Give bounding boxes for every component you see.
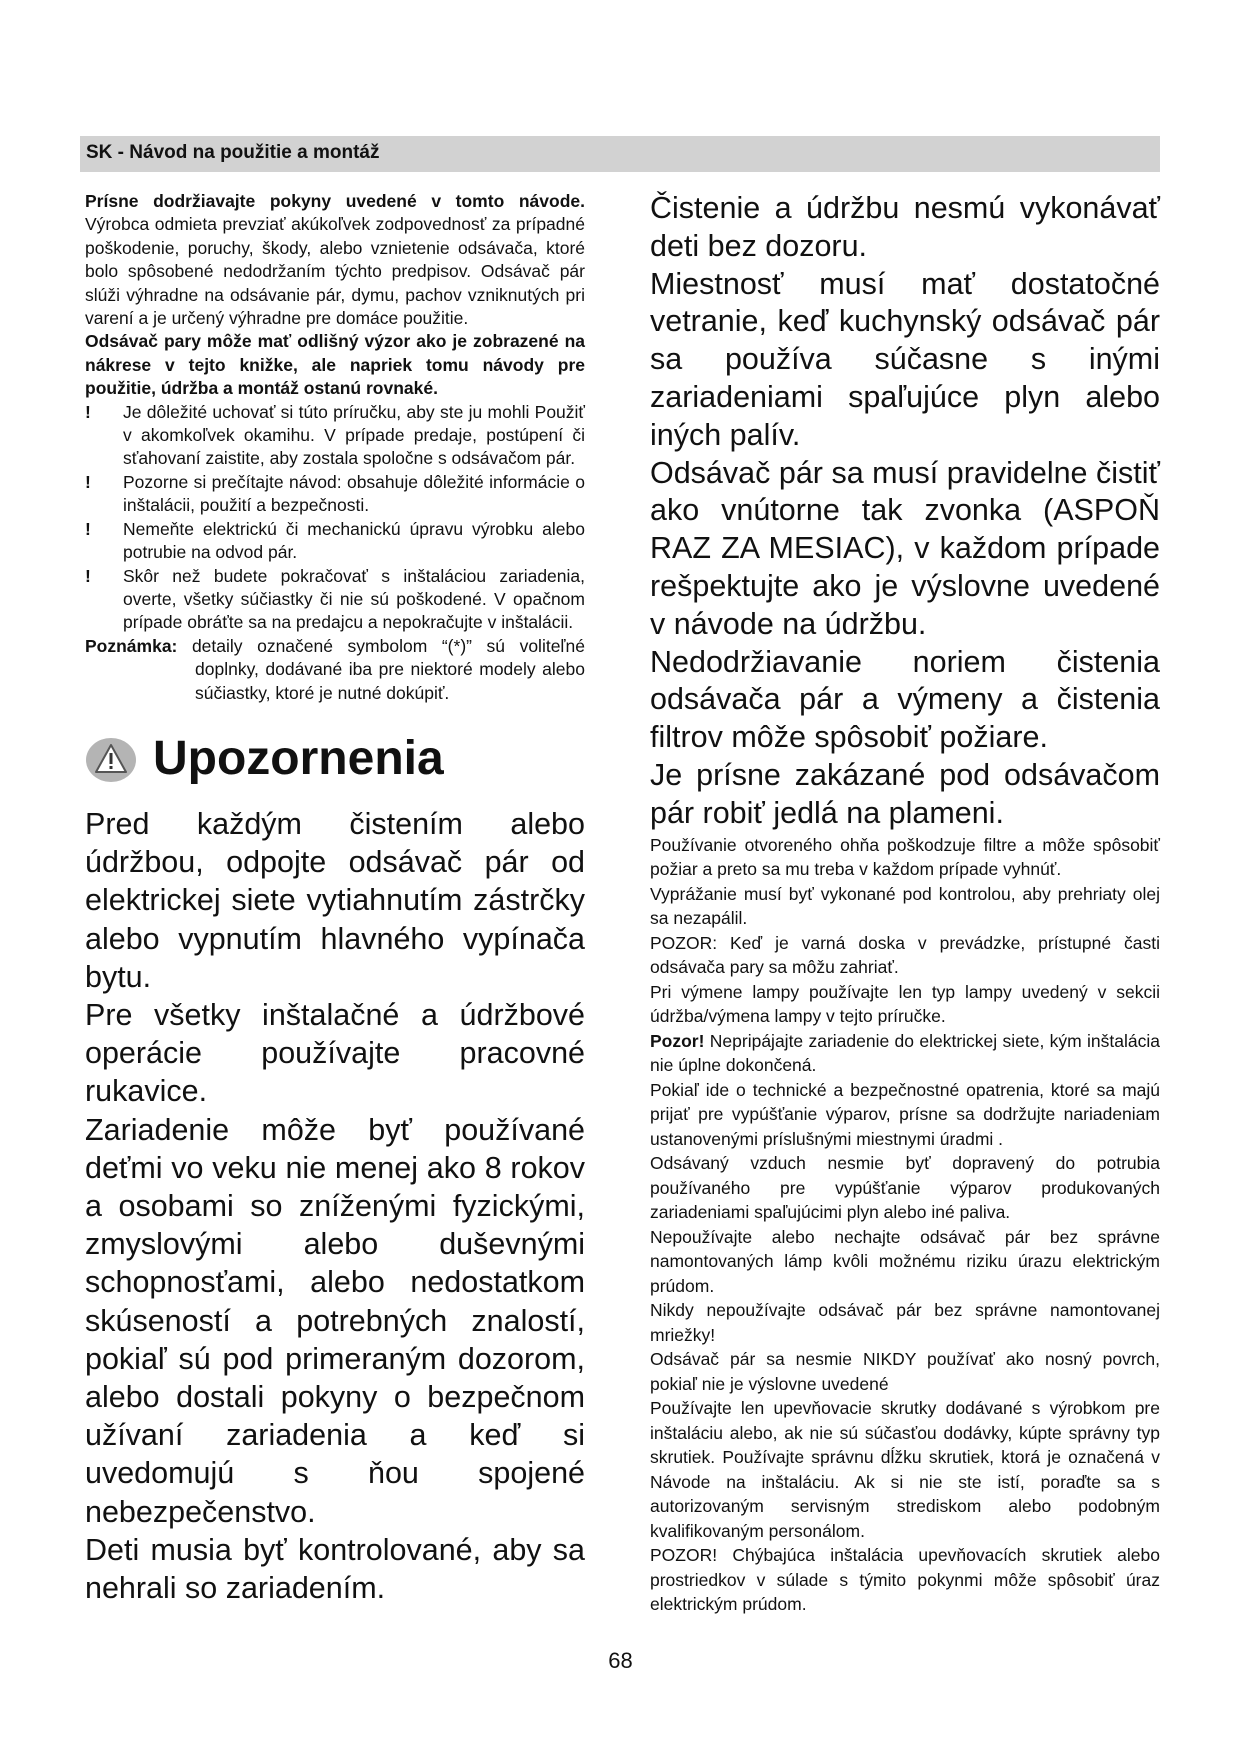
- appearance-note-text: Odsávač pary môže mať odlišný výzor ako je zobrazené na nákrese v tejto knižke, ale napriek tomu návody pre použitie, údržba a montáž ostanú rovnaké.: [85, 331, 585, 399]
- small-paragraph: Pri výmene lampy používajte len typ lampy uvedený v sekcii údržba/výmena lampy v tejto príručke.: [650, 981, 1160, 1027]
- page-number: 68: [608, 1648, 633, 1673]
- intro-text: Výrobca odmieta prevziať akúkoľvek zodpovednosť za prípadné poškodenie, poruchy, škody, alebo vznietenie odsávača, ktoré bolo spôsobené nedodržaním týchto predpisov. Odsávač pár slúži výhradne na odsávanie pár, dymu, pachov vzniknutých pri varení a je určený výhradne pre domáce použitie.: [85, 214, 585, 329]
- big-paragraph: Odsávač pár sa musí pravidelne čistiť ako vnútorne tak zvonka (ASPOŇ RAZ ZA MESIAC), v každom prípade rešpektujte ako je výslovne uvedené v návode na údržbu.: [650, 455, 1160, 641]
- small-paragraph: POZOR! Chýbajúca inštalácia upevňovacích skrutiek alebo prostriedkov v súlade s týmito pokynmi môže spôsobiť úraz elektrickým prúdom.: [650, 1545, 1160, 1615]
- big-paragraph: Miestnosť musí mať dostatočné vetranie, keď kuchynský odsávač pár sa používa súčasne s inými zariadeniami spaľujúce plyn alebo iných palív.: [650, 266, 1160, 452]
- bullet-item: [85, 401, 585, 471]
- warning-triangle-icon: [85, 737, 137, 783]
- small-paragraph: Odsávač pár sa nesmie NIKDY používať ako nosný povrch, pokiaľ nie je výslovne uvedené: [650, 1349, 1160, 1394]
- big-paragraph: Je prísne zakázané pod odsávačom pár robiť jedlá na plameni.: [650, 757, 1160, 830]
- small-paragraph: Používanie otvoreného ohňa poškodzuje filtre a môže spôsobiť požiar a preto sa mu treba v každom prípade vyhnúť.: [650, 834, 1160, 880]
- section-title: SK - Návod na použitie a montáž: [86, 142, 380, 163]
- small-paragraph: Nikdy nepoužívajte odsávač pár bez správne namontovanej mriežky!: [650, 1300, 1160, 1345]
- intro-paragraph: [85, 190, 585, 330]
- small-paragraph: Používajte len upevňovacie skrutky dodávané s výrobkom pre inštaláciu alebo, ak nie sú súčasťou dodávky, kúpte správny typ skrutiek. Používajte správnu dĺžku skrutiek, ktorá je označená v Návode na inštaláciu. Ak si nie ste istí, poraďte sa s autorizovaným servisným strediskom alebo podobným kvalifikovaným personálom.: [650, 1398, 1160, 1541]
- note-paragraph: [85, 635, 585, 705]
- bullet-text: Je dôležité uchovať si túto príručku, aby ste ju mohli Použiť v akomkoľvek okamihu. V prípade predaje, postúpení či sťahovaní zaistite, aby zostala spoločne s odsávačom pár.: [123, 401, 585, 469]
- small-paragraph: Vyprážanie musí byť vykonané pod kontrolou, aby prehriaty olej sa nezapálil.: [650, 883, 1160, 929]
- note-text: detaily označené symbolom “(*)” sú voliteľné doplnky, dodávané iba pre niektoré modely alebo súčiastky, ktoré je nutné dokúpiť.: [177, 635, 585, 703]
- bullet-text: Skôr než budete pokračovať s inštaláciou zariadenia, overte, všetky súčiastky či nie sú poškodené. V opačnom prípade obráťte sa na predajcu a nepokračujte v inštalácii.: [123, 565, 585, 633]
- right-column: [650, 190, 1160, 1617]
- small-paragraph: Nepoužívajte alebo nechajte odsávač pár bez správne namontovaných lámp kvôli možnému riziku úrazu elektrickým prúdom.: [650, 1226, 1160, 1296]
- section-header-bar: [80, 136, 1160, 172]
- pozor-text: Nepripájajte zariadenie do elektrickej siete, kým inštalácia nie úplne dokončená.: [650, 1030, 1160, 1076]
- pozor-label: Pozor!: [650, 1030, 705, 1051]
- big-paragraph: Nedodržiavanie noriem čistenia odsávača pár a výmeny a čistenia filtrov môže spôsobiť požiare.: [650, 644, 1160, 755]
- bullet-text: Nemeňte elektrickú či mechanickú úpravu výrobku alebo potrubie na odvod pár.: [123, 518, 585, 563]
- bullet-mark: !: [85, 565, 91, 586]
- big-paragraph: Čistenie a údržbu nesmú vykonávať deti bez dozoru.: [650, 191, 1160, 263]
- note-label: Poznámka:: [85, 635, 178, 656]
- bullet-mark: !: [85, 518, 91, 539]
- bullet-text: Pozorne si prečítajte návod: obsahuje dôležité informácie o inštalácii, použití a bezpečnosti.: [123, 471, 585, 516]
- warnings-heading: [85, 727, 585, 793]
- big-paragraph: Pre všetky inštalačné a údržbové operácie používajte pracovné rukavice.: [85, 997, 585, 1109]
- warnings-title: Upozornenia: [153, 731, 444, 785]
- big-paragraph: Deti musia byť kontrolované, aby sa nehrali so zariadením.: [85, 1532, 585, 1605]
- small-paragraph: Odsávaný vzduch nesmie byť dopravený do potrubia používaného pre vypúšťanie výparov produkovaných zariadeniami spaľujúcimi plyn alebo iné paliva.: [650, 1153, 1160, 1223]
- appearance-note: [85, 330, 585, 400]
- pozor-paragraph: [650, 1029, 1160, 1078]
- big-paragraph: Pred každým čistením alebo údržbou, odpojte odsávač pár od elektrickej siete vytiahnutím zástrčky alebo vypnutím hlavného vypínača bytu.: [85, 806, 585, 994]
- bullet-mark: !: [85, 401, 91, 422]
- bullet-item: [85, 565, 585, 635]
- left-column: [85, 190, 585, 1607]
- bullet-mark: !: [85, 471, 91, 492]
- small-paragraph: Pokiaľ ide o technické a bezpečnostné opatrenia, ktoré sa majú prijať pre vypúšťanie výparov, prísne sa dodržujte nariadeniam ustanovenými príslušnými miestnymi úradmi .: [650, 1079, 1160, 1149]
- big-paragraph: Zariadenie môže byť používané deťmi vo veku nie menej ako 8 rokov a osobami so zníženými fyzickými, zmyslovými alebo duševnými schopnosťami, alebo nedostatkom skúseností a potrebných znalostí, pokiaľ sú pod primeraným dozorom, alebo dostali pokyny o bezpečnom užívaní zariadenia a keď si uvedomujú s ňou spojené nebezpečenstvo.: [85, 1112, 585, 1529]
- bullet-item: [85, 471, 585, 518]
- intro-bold-text: Prísne dodržiavajte pokyny uvedené v tomto návode.: [85, 191, 585, 211]
- bullet-item: [85, 518, 585, 565]
- small-paragraph: POZOR: Keď je varná doska v prevádzke, prístupné časti odsávača pary sa môžu zahriať.: [650, 932, 1160, 978]
